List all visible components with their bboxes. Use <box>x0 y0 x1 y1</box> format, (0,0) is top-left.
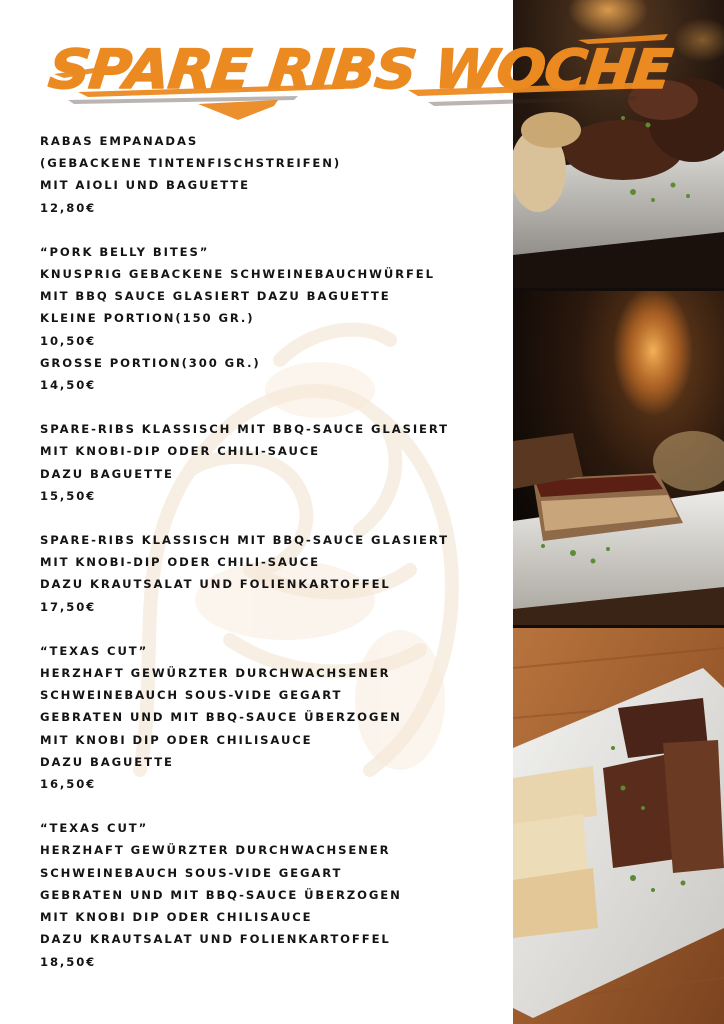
food-photo-3 <box>513 628 724 1024</box>
menu-item-text: DAZU KRAUTSALAT UND FOLIENKARTOFFEL <box>40 932 391 947</box>
menu-item-text: MIT KNOBI-DIP ODER CHILI-SAUCE <box>40 444 320 459</box>
menu-item-price: 17,50€ <box>40 599 97 614</box>
menu-item <box>40 817 500 972</box>
menu-item-price: 14,50€ <box>40 378 97 393</box>
menu-item-text: MIT KNOBI DIP ODER CHILISAUCE <box>40 732 313 747</box>
menu-item-price: 18,50€ <box>40 954 97 969</box>
photo-column <box>513 0 724 1024</box>
menu-item-price: 16,50€ <box>40 777 97 792</box>
menu-item-text: KLEINE PORTION(150 GR.) <box>40 311 255 326</box>
menu-item-text: (GEBACKENE TINTENFISCHSTREIFEN) <box>40 156 342 171</box>
menu-item <box>40 640 500 795</box>
menu-item <box>40 529 500 618</box>
menu-item-text: SCHWEINEBAUCH SOUS-VIDE GEGART <box>40 688 343 703</box>
menu-item-text: SPARE-RIBS KLASSISCH MIT BBQ-SAUCE GLASIERT <box>40 533 449 548</box>
menu-item-text: MIT KNOBI DIP ODER CHILISAUCE <box>40 910 313 925</box>
menu-item-text: MIT AIOLI UND BAGUETTE <box>40 178 250 193</box>
menu-item-text: MIT KNOBI-DIP ODER CHILI-SAUCE <box>40 555 320 570</box>
menu-item-price: 15,50€ <box>40 488 97 503</box>
menu-item <box>40 241 500 396</box>
menu-item-text: MIT BBQ SAUCE GLASIERT DAZU BAGUETTE <box>40 289 391 304</box>
menu-item-text: DAZU KRAUTSALAT UND FOLIENKARTOFFEL <box>40 577 391 592</box>
menu-item-text: “TEXAS CUT” <box>40 821 149 836</box>
page-title <box>45 22 688 132</box>
menu-item <box>40 418 500 507</box>
menu-item-text: “TEXAS CUT” <box>40 643 149 658</box>
food-photo-2 <box>513 291 724 625</box>
menu-item-text: KNUSPRIG GEBACKENE SCHWEINEBAUCHWÜRFEL <box>40 267 435 282</box>
menu-item-text: DAZU BAGUETTE <box>40 466 174 481</box>
menu-item-text: “PORK BELLY BITES” <box>40 244 210 259</box>
menu-list <box>40 130 500 995</box>
menu-item-price: 12,80€ <box>40 200 97 215</box>
menu-item-text: GEBRATEN UND MIT BBQ-SAUCE ÜBERZOGEN <box>40 887 402 902</box>
menu-item-text: HERZHAFT GEWÜRZTER DURCHWACHSENER <box>40 843 391 858</box>
menu-item-text: DAZU BAGUETTE <box>40 754 174 769</box>
menu-item-text: GROSSE PORTION(300 GR.) <box>40 355 261 370</box>
menu-item-text: SPARE-RIBS KLASSISCH MIT BBQ-SAUCE GLASIERT <box>40 422 449 437</box>
menu-item-text: RABAS EMPANADAS <box>40 134 199 148</box>
menu-item-text: GEBRATEN UND MIT BBQ-SAUCE ÜBERZOGEN <box>40 710 402 725</box>
menu-item <box>40 130 500 219</box>
menu-item-text: HERZHAFT GEWÜRZTER DURCHWACHSENER <box>40 666 391 681</box>
menu-item-text: SCHWEINEBAUCH SOUS-VIDE GEGART <box>40 865 343 880</box>
title-text: SPARE RIBS WOCHE <box>45 38 637 101</box>
menu-item-price: 10,50€ <box>40 333 97 348</box>
